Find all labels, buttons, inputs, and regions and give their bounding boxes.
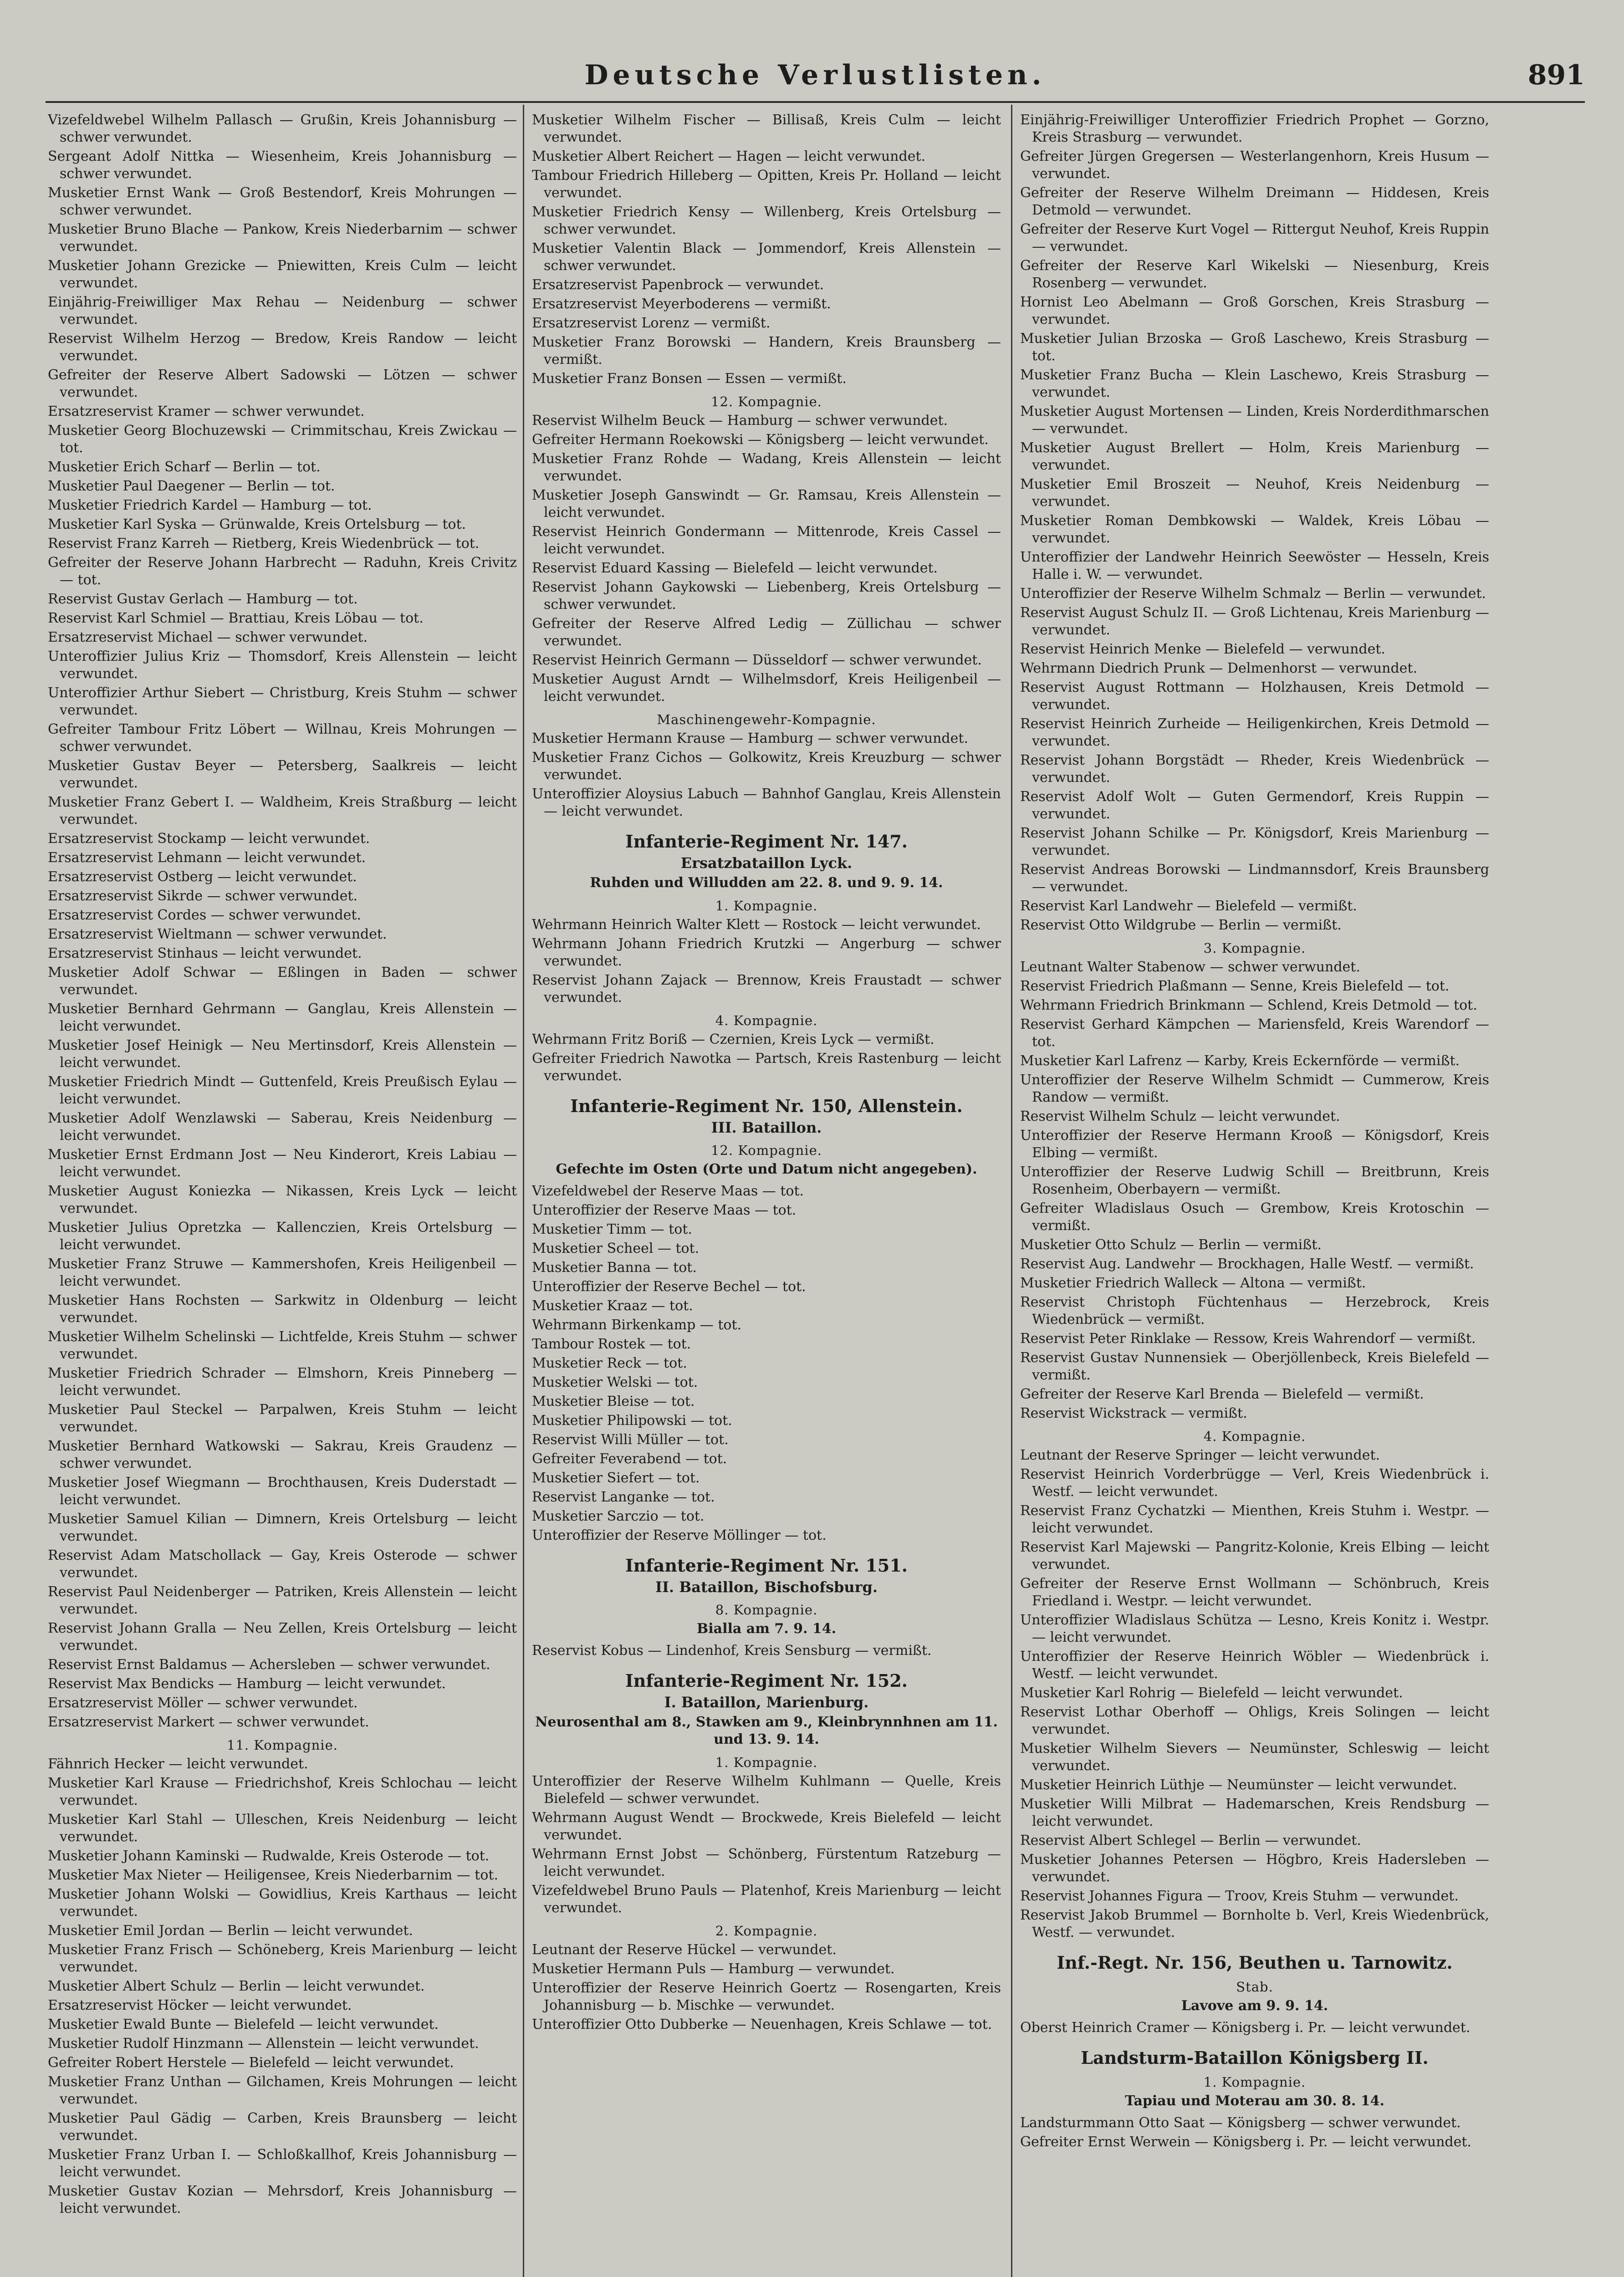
casualty-entry: Musketier Josef Wiegmann — Brochthausen, Kreis Duderstadt — leicht verwundet. xyxy=(48,1475,517,1508)
casualty-entry: Reservist Peter Rinklake — Ressow, Kreis Wahrendorf — vermißt. xyxy=(1020,1331,1476,1347)
casualty-entry: Reservist Willi Müller — tot. xyxy=(532,1432,729,1448)
casualty-entry: Musketier Rudolf Hinzmann — Allenstein — leicht verwundet. xyxy=(48,2036,479,2052)
casualty-entry: Musketier Franz Unthan — Gilchamen, Kreis Mohrungen — leicht verwundet. xyxy=(48,2074,517,2107)
casualty-entry: Unteroffizier der Reserve Wilhelm Kuhlmann — Quelle, Kreis Bielefeld — schwer verwundet. xyxy=(532,1773,1001,1807)
regiment-heading: Infanterie-Regiment Nr. 151. xyxy=(625,1555,908,1576)
casualty-entry: Ersatzreservist Stockamp — leicht verwundet. xyxy=(48,831,370,847)
company-heading: 3. Kompagnie. xyxy=(1203,940,1306,956)
casualty-entry: Musketier Franz Bonsen — Essen — vermißt. xyxy=(532,371,847,387)
casualty-entry: Ersatzreservist Papenbrock — verwundet. xyxy=(532,277,824,293)
casualty-entry: Reservist Heinrich Menke — Bielefeld — verwundet. xyxy=(1020,641,1385,657)
casualty-entry: Reservist Otto Wildgrube — Berlin — vermißt. xyxy=(1020,917,1342,933)
casualty-entry: Musketier Willi Milbrat — Hademarschen, Kreis Rendsburg — leicht verwundet. xyxy=(1020,1796,1489,1829)
casualty-entry: Ersatzreservist Markert — schwer verwundet. xyxy=(48,1714,369,1730)
casualty-entry: Musketier Heinrich Lüthje — Neumünster — leicht verwundet. xyxy=(1020,1777,1457,1793)
casualty-entry: Gefreiter der Reserve Karl Wikelski — Niesenburg, Kreis Rosenberg — verwundet. xyxy=(1020,258,1489,291)
casualty-entry: Musketier Emil Jordan — Berlin — leicht verwundet. xyxy=(48,1923,413,1939)
casualty-entry: Ersatzreservist Wieltmann — schwer verwundet. xyxy=(48,926,387,942)
casualty-entry: Musketier Karl Rohrig — Bielefeld — leicht verwundet. xyxy=(1020,1685,1403,1701)
casualty-entry: Musketier Karl Stahl — Ulleschen, Kreis Neidenburg — leicht verwundet. xyxy=(48,1812,517,1845)
casualty-entry: Musketier Bernhard Watkowski — Sakrau, Kreis Graudenz — schwer verwundet. xyxy=(48,1438,517,1471)
casualty-entry: Musketier Friedrich Kensy — Willenberg, Kreis Ortelsburg — schwer verwundet. xyxy=(532,204,1001,237)
casualty-entry: Musketier Siefert — tot. xyxy=(532,1470,700,1486)
casualty-entry: Musketier Friedrich Kardel — Hamburg — tot. xyxy=(48,497,372,513)
page-title: Deutsche Verlustlisten. xyxy=(584,59,1046,91)
casualty-entry: Musketier August Arndt — Wilhelmsdorf, Kreis Heiligenbeil — leicht verwundet. xyxy=(532,671,1001,705)
casualty-entry: Musketier Bernhard Gehrmann — Ganglau, Kreis Allenstein — leicht verwundet. xyxy=(48,1001,517,1034)
casualty-entry: Wehrmann Ernst Jobst — Schönberg, Fürstentum Ratzeburg — leicht verwundet. xyxy=(532,1846,1001,1879)
casualty-entry: Gefreiter Jürgen Gregersen — Westerlangenhorn, Kreis Husum — verwundet. xyxy=(1020,148,1489,182)
battle-location-date: Tapiau und Moterau am 30. 8. 14. xyxy=(1125,2093,1384,2109)
battle-location-date: Gefechte im Osten (Orte und Datum nicht angegeben). xyxy=(556,1161,977,1177)
regiment-heading: Infanterie-Regiment Nr. 152. xyxy=(625,1670,908,1691)
casualty-entry: Unteroffizier der Reserve Heinrich Goertz — Rosengarten, Kreis Johannisburg — b. Mischke — verwundet. xyxy=(532,1980,1001,2013)
casualty-entry: Fähnrich Hecker — leicht verwundet. xyxy=(48,1756,308,1772)
casualty-entry: Musketier Wilhelm Sievers — Neumünster, Schleswig — leicht verwundet. xyxy=(1020,1741,1489,1774)
casualty-entry: Musketier Kraaz — tot. xyxy=(532,1298,693,1314)
column-left xyxy=(48,112,517,2277)
casualty-entry: Wehrmann August Wendt — Brockwede, Kreis Bielefeld — leicht verwundet. xyxy=(532,1810,1001,1843)
casualty-entry: Reservist August Rottmann — Holzhausen, Kreis Detmold — verwundet. xyxy=(1020,679,1489,713)
casualty-entry: Tambour Friedrich Hilleberg — Opitten, Kreis Pr. Holland — leicht verwundet. xyxy=(532,168,1001,201)
header-rule xyxy=(46,101,1585,103)
casualty-entry: Ersatzreservist Höcker — leicht verwundet. xyxy=(48,1997,352,2013)
battalion-heading: III. Bataillon. xyxy=(711,1119,822,1136)
casualty-entry: Musketier Gustav Beyer — Petersberg, Saalkreis — leicht verwundet. xyxy=(48,758,517,791)
casualty-entry: Musketier Gustav Kozian — Mehrsdorf, Kreis Johannisburg — leicht verwundet. xyxy=(48,2183,517,2216)
casualty-entry: Vizefeldwebel der Reserve Maas — tot. xyxy=(532,1183,804,1199)
casualty-entry: Musketier Franz Bucha — Klein Laschewo, Kreis Strasburg — verwundet. xyxy=(1020,367,1489,400)
casualty-entry: Reservist Kobus — Lindenhof, Kreis Sensburg — vermißt. xyxy=(532,1643,932,1659)
casualty-entry: Gefreiter Ernst Werwein — Königsberg i. Pr. — leicht verwundet. xyxy=(1020,2134,1471,2150)
casualty-entry: Wehrmann Fritz Boriß — Czernien, Kreis Lyck — vermißt. xyxy=(532,1031,935,1047)
casualty-entry: Reservist Heinrich Vorderbrügge — Verl, Kreis Wiedenbrück i. Westf. — leicht verwundet. xyxy=(1020,1466,1489,1500)
casualty-entry: Musketier August Koniezka — Nikassen, Kreis Lyck — leicht verwundet. xyxy=(48,1183,517,1216)
casualty-entry: Musketier Josef Heinigk — Neu Mertinsdorf, Kreis Allenstein — leicht verwundet. xyxy=(48,1037,517,1071)
casualty-entry: Reservist Aug. Landwehr — Brockhagen, Halle Westf. — vermißt. xyxy=(1020,1256,1474,1272)
casualty-entry: Musketier Paul Steckel — Parpalwen, Kreis Stuhm — leicht verwundet. xyxy=(48,1402,517,1435)
casualty-entry: Reservist Wilhelm Beuck — Hamburg — schwer verwundet. xyxy=(532,413,948,429)
casualty-entry: Reservist Johann Gralla — Neu Zellen, Kreis Ortelsburg — leicht verwundet. xyxy=(48,1620,517,1654)
casualty-entry: Einjährig-Freiwilliger Unteroffizier Friedrich Prophet — Gorzno, Kreis Strasburg — verwundet. xyxy=(1020,112,1489,145)
column-divider xyxy=(1011,105,1012,2277)
casualty-entry: Reservist Heinrich Germann — Düsseldorf — schwer verwundet. xyxy=(532,652,982,668)
casualty-entry: Musketier Bleise — tot. xyxy=(532,1394,695,1409)
casualty-entry: Reservist Eduard Kassing — Bielefeld — leicht verwundet. xyxy=(532,560,938,576)
casualty-entry: Wehrmann Johann Friedrich Krutzki — Angerburg — schwer verwundet. xyxy=(532,936,1001,969)
casualty-entry: Musketier Julian Brzoska — Groß Laschewo, Kreis Strasburg — tot. xyxy=(1020,331,1489,364)
casualty-entry: Reservist Karl Majewski — Pangritz-Kolonie, Kreis Elbing — leicht verwundet. xyxy=(1020,1539,1489,1572)
casualty-entry: Musketier Paul Gädig — Carben, Kreis Braunsberg — leicht verwundet. xyxy=(48,2110,517,2144)
casualty-entry: Unteroffizier Aloysius Labuch — Bahnhof Ganglau, Kreis Allenstein — leicht verwundet. xyxy=(532,786,1001,819)
casualty-entry: Musketier Scheel — tot. xyxy=(532,1241,700,1256)
casualty-entry: Musketier Ernst Erdmann Jost — Neu Kinderort, Kreis Labiau — leicht verwundet. xyxy=(48,1147,517,1180)
casualty-entry: Ersatzreservist Lehmann — leicht verwundet. xyxy=(48,850,366,866)
casualty-entry: Musketier Wilhelm Schelinski — Lichtfelde, Kreis Stuhm — schwer verwundet. xyxy=(48,1329,517,1362)
casualty-entry: Einjährig-Freiwilliger Max Rehau — Neidenburg — schwer verwundet. xyxy=(48,294,517,327)
casualty-entry: Unteroffizier der Reserve Bechel — tot. xyxy=(532,1279,806,1295)
battalion-heading: I. Bataillon, Marienburg. xyxy=(664,1694,869,1711)
casualty-entry: Reservist Wickstrack — vermißt. xyxy=(1020,1405,1247,1421)
casualty-entry: Gefreiter Tambour Fritz Löbert — Willnau, Kreis Mohrungen — schwer verwundet. xyxy=(48,721,517,755)
casualty-entry: Musketier Johann Wolski — Gowidlius, Kreis Karthaus — leicht verwundet. xyxy=(48,1886,517,1920)
casualty-entry: Oberst Heinrich Cramer — Königsberg i. Pr. — leicht verwundet. xyxy=(1020,2020,1471,2036)
casualty-entry: Musketier Emil Broszeit — Neuhof, Kreis Neidenburg — verwundet. xyxy=(1020,476,1489,510)
casualty-entry: Reservist Adolf Wolt — Guten Germendorf, Kreis Ruppin — verwundet. xyxy=(1020,789,1489,822)
casualty-entry: Reservist Albert Schlegel — Berlin — verwundet. xyxy=(1020,1833,1361,1848)
casualty-entry: Reservist Johann Zajack — Brennow, Kreis Fraustadt — schwer verwundet. xyxy=(532,972,1001,1006)
casualty-entry: Gefreiter der Reserve Kurt Vogel — Rittergut Neuhof, Kreis Ruppin — verwundet. xyxy=(1020,221,1489,255)
battle-location-date: Neurosenthal am 8., Stawken am 9., Kleinbrynnhnen am 11. und 13. 9. 14. xyxy=(535,1714,998,1747)
company-heading: 8. Kompagnie. xyxy=(715,1602,818,1618)
casualty-entry: Landsturmmann Otto Saat — Königsberg — schwer verwundet. xyxy=(1020,2115,1461,2131)
casualty-entry: Musketier Sarczio — tot. xyxy=(532,1508,705,1524)
casualty-entry: Reservist Franz Karreh — Rietberg, Kreis Wiedenbrück — tot. xyxy=(48,536,480,551)
casualty-entry: Musketier Georg Blochuzewski — Crimmitschau, Kreis Zwickau — tot. xyxy=(48,423,517,456)
casualty-entry: Reservist Heinrich Gondermann — Mittenrode, Kreis Cassel — leicht verwundet. xyxy=(532,524,1001,557)
casualty-entry: Sergeant Adolf Nittka — Wiesenheim, Kreis Johannisburg — schwer verwundet. xyxy=(48,148,517,182)
casualty-entry: Musketier Reck — tot. xyxy=(532,1355,687,1371)
casualty-entry: Reservist Gustav Nunnensiek — Oberjöllenbeck, Kreis Bielefeld — vermißt. xyxy=(1020,1350,1489,1383)
company-heading: 1. Kompagnie. xyxy=(1203,2074,1306,2090)
casualty-entry: Unteroffizier der Reserve Heinrich Wöbler — Wiedenbrück i. Westf. — leicht verwundet. xyxy=(1020,1649,1489,1682)
casualty-entry: Reservist Andreas Borowski — Lindmannsdorf, Kreis Braunsberg — verwundet. xyxy=(1020,862,1489,895)
casualty-entry: Reservist Franz Cychatzki — Mienthen, Kreis Stuhm i. Westpr. — leicht verwundet. xyxy=(1020,1503,1489,1536)
casualty-entry: Reservist Max Bendicks — Hamburg — leicht verwundet. xyxy=(48,1676,446,1692)
company-heading: 11. Kompagnie. xyxy=(227,1737,338,1753)
casualty-entry: Musketier Albert Schulz — Berlin — leicht verwundet. xyxy=(48,1978,425,1994)
casualty-entry: Musketier August Mortensen — Linden, Kreis Norderdithmarschen — verwundet. xyxy=(1020,403,1489,437)
casualty-entry: Musketier Joseph Ganswindt — Gr. Ramsau, Kreis Allenstein — leicht verwundet. xyxy=(532,487,1001,521)
casualty-entry: Musketier Julius Opretzka — Kallenczien, Kreis Ortelsburg — leicht verwundet. xyxy=(48,1220,517,1253)
casualty-entry: Musketier Erich Scharf — Berlin — tot. xyxy=(48,459,321,475)
casualty-entry: Unteroffizier der Reserve Maas — tot. xyxy=(532,1202,797,1218)
casualty-entry: Tambour Rostek — tot. xyxy=(532,1336,691,1352)
page-header xyxy=(46,59,1585,96)
company-heading: 4. Kompagnie. xyxy=(715,1013,818,1028)
casualty-entry: Musketier Karl Lafrenz — Karby, Kreis Eckernförde — vermißt. xyxy=(1020,1053,1460,1069)
casualty-entry: Leutnant der Reserve Springer — leicht verwundet. xyxy=(1020,1447,1380,1463)
column-right xyxy=(1020,112,1489,2277)
casualty-entry: Gefreiter der Reserve Ernst Wollmann — Schönbruch, Kreis Friedland i. Westpr. — leicht verwundet. xyxy=(1020,1576,1489,1609)
casualty-entry: Musketier Roman Dembkowski — Waldek, Kreis Löbau — verwundet. xyxy=(1020,513,1489,546)
casualty-entry: Musketier Valentin Black — Jommendorf, Kreis Allenstein — schwer verwundet. xyxy=(532,240,1001,274)
casualty-entry: Reservist Johann Schilke — Pr. Königsdorf, Kreis Marienburg — verwundet. xyxy=(1020,825,1489,858)
company-heading: Maschinengewehr-Kompagnie. xyxy=(657,712,876,727)
casualty-entry: Musketier Timm — tot. xyxy=(532,1221,692,1237)
casualty-entry: Musketier Franz Rohde — Wadang, Kreis Allenstein — leicht verwundet. xyxy=(532,451,1001,484)
casualty-entry: Ersatzreservist Michael — schwer verwundet. xyxy=(48,629,368,645)
casualty-entry: Reservist Jakob Brummel — Bornholte b. Verl, Kreis Wiedenbrück, Westf. — verwundet. xyxy=(1020,1907,1489,1940)
battle-location-date: Ruhden und Willudden am 22. 8. und 9. 9. 14. xyxy=(590,875,943,891)
casualty-entry: Reservist Karl Schmiel — Brattiau, Kreis Löbau — tot. xyxy=(48,610,424,626)
casualty-entry: Musketier Paul Daegener — Berlin — tot. xyxy=(48,478,335,494)
casualty-entry: Reservist August Schulz II. — Groß Lichtenau, Kreis Marienburg — verwundet. xyxy=(1020,605,1489,638)
casualty-entry: Vizefeldwebel Wilhelm Pallasch — Grußin, Kreis Johannisburg — schwer verwundet. xyxy=(48,112,517,145)
casualty-entry: Reservist Paul Neidenberger — Patriken, Kreis Allenstein — leicht verwundet. xyxy=(48,1584,517,1617)
casualty-entry: Ersatzreservist Kramer — schwer verwundet. xyxy=(48,403,365,419)
company-heading: 12. Kompagnie. xyxy=(711,1143,822,1158)
casualty-entry: Gefreiter der Reserve Alfred Ledig — Züllichau — schwer verwundet. xyxy=(532,616,1001,649)
casualty-entry: Gefreiter Feverabend — tot. xyxy=(532,1451,727,1467)
regiment-heading: Infanterie-Regiment Nr. 150, Allenstein. xyxy=(570,1096,963,1116)
casualty-entry: Leutnant Walter Stabenow — schwer verwundet. xyxy=(1020,959,1360,975)
casualty-entry: Musketier Johann Kaminski — Rudwalde, Kreis Osterode — tot. xyxy=(48,1848,490,1864)
casualty-entry: Musketier Adolf Schwar — Eßlingen in Baden — schwer verwundet. xyxy=(48,965,517,998)
casualty-entry: Gefreiter der Reserve Wilhelm Dreimann — Hiddesen, Kreis Detmold — verwundet. xyxy=(1020,185,1489,218)
casualty-entry: Musketier Otto Schulz — Berlin — vermißt. xyxy=(1020,1237,1322,1253)
casualty-entry: Gefreiter Hermann Roekowski — Königsberg — leicht verwundet. xyxy=(532,432,989,448)
casualty-entry: Reservist Johann Borgstädt — Rheder, Kreis Wiedenbrück — verwundet. xyxy=(1020,752,1489,786)
casualty-entry: Reservist Adam Matschollack — Gay, Kreis Osterode — schwer verwundet. xyxy=(48,1547,517,1581)
casualty-entry: Musketier Philipowski — tot. xyxy=(532,1413,732,1429)
casualty-entry: Musketier Franz Gebert I. — Waldheim, Kreis Straßburg — leicht verwundet. xyxy=(48,794,517,827)
regiment-heading: Inf.-Regt. Nr. 156, Beuthen u. Tarnowitz. xyxy=(1057,1952,1453,1973)
casualty-entry: Musketier Max Nieter — Heiligensee, Kreis Niederbarnim — tot. xyxy=(48,1867,498,1883)
casualty-entry: Musketier Hermann Krause — Hamburg — schwer verwundet. xyxy=(532,730,968,746)
casualty-entry: Gefreiter Wladislaus Osuch — Grembow, Kreis Krotoschin — vermißt. xyxy=(1020,1200,1489,1234)
battalion-heading: Ersatzbataillon Lyck. xyxy=(680,854,853,872)
column-middle xyxy=(532,112,1001,2277)
company-heading: 1. Kompagnie. xyxy=(715,1755,818,1770)
casualty-entry: Unteroffizier der Reserve Wilhelm Schmidt — Cummerow, Kreis Randow — vermißt. xyxy=(1020,1072,1489,1105)
casualty-entry: Unteroffizier der Landwehr Heinrich Seewöster — Hesseln, Kreis Halle i. W. — verwundet. xyxy=(1020,549,1489,582)
casualty-entry: Reservist Wilhelm Schulz — leicht verwundet. xyxy=(1020,1108,1340,1124)
casualty-entry: Musketier Friedrich Mindt — Guttenfeld, Kreis Preußisch Eylau — leicht verwundet. xyxy=(48,1074,517,1107)
casualty-entry: Musketier Ewald Bunte — Bielefeld — leicht verwundet. xyxy=(48,2017,439,2032)
casualty-entry: Ersatzreservist Cordes — schwer verwundet. xyxy=(48,907,362,923)
casualty-entry: Unteroffizier Otto Dubberke — Neuenhagen, Kreis Schlawe — tot. xyxy=(532,2017,992,2032)
casualty-entry: Vizefeldwebel Bruno Pauls — Platenhof, Kreis Marienburg — leicht verwundet. xyxy=(532,1883,1001,1916)
casualty-entry: Musketier Franz Frisch — Schöneberg, Kreis Marienburg — leicht verwundet. xyxy=(48,1942,517,1975)
casualty-entry: Reservist Wilhelm Herzog — Bredow, Kreis Randow — leicht verwundet. xyxy=(48,331,517,364)
battalion-heading: II. Bataillon, Bischofsburg. xyxy=(655,1578,878,1596)
casualty-entry: Wehrmann Heinrich Walter Klett — Rostock — leicht verwundet. xyxy=(532,917,981,933)
company-heading: Stab. xyxy=(1236,1979,1273,1995)
casualty-entry: Reservist Johann Gaykowski — Liebenberg, Kreis Ortelsburg — schwer verwundet. xyxy=(532,579,1001,613)
casualty-entry: Musketier Wilhelm Fischer — Billisaß, Kreis Culm — leicht verwundet. xyxy=(532,112,1001,145)
casualty-entry: Ersatzreservist Ostberg — leicht verwundet. xyxy=(48,869,357,885)
company-heading: 12. Kompagnie. xyxy=(711,394,822,409)
casualty-entry: Reservist Christoph Füchtenhaus — Herzebrock, Kreis Wiedenbrück — vermißt. xyxy=(1020,1294,1489,1327)
casualty-entry: Hornist Leo Abelmann — Groß Gorschen, Kreis Strasburg — verwundet. xyxy=(1020,294,1489,327)
casualty-entry: Musketier Albert Reichert — Hagen — leicht verwundet. xyxy=(532,148,926,164)
column-divider xyxy=(523,105,524,2277)
battle-location-date: Lavove am 9. 9. 14. xyxy=(1181,1998,1328,2014)
casualty-entry: Ersatzreservist Meyerboderens — vermißt. xyxy=(532,296,831,312)
casualty-entry: Musketier Hans Rochsten — Sarkwitz in Oldenburg — leicht verwundet. xyxy=(48,1292,517,1326)
casualty-entry: Reservist Johannes Figura — Troov, Kreis Stuhm — verwundet. xyxy=(1020,1888,1459,1904)
casualty-entry: Reservist Heinrich Zurheide — Heiligenkirchen, Kreis Detmold — verwundet. xyxy=(1020,716,1489,749)
casualty-entry: Musketier Friedrich Walleck — Altona — vermißt. xyxy=(1020,1275,1366,1291)
casualty-entry: Musketier Johann Grezicke — Pniewitten, Kreis Culm — leicht verwundet. xyxy=(48,258,517,291)
casualty-entry: Ersatzreservist Möller — schwer verwundet. xyxy=(48,1695,358,1711)
casualty-entry: Unteroffizier der Reserve Wilhelm Schmalz — Berlin — verwundet. xyxy=(1020,586,1486,602)
company-heading: 4. Kompagnie. xyxy=(1203,1429,1306,1444)
casualty-entry: Wehrmann Birkenkamp — tot. xyxy=(532,1317,742,1333)
casualty-entry: Musketier Franz Borowski — Handern, Kreis Braunsberg — vermißt. xyxy=(532,334,1001,368)
casualty-entry: Musketier Franz Struwe — Kammershofen, Kreis Heiligenbeil — leicht verwundet. xyxy=(48,1256,517,1289)
casualty-entry: Musketier Karl Krause — Friedrichshof, Kreis Schlochau — leicht verwundet. xyxy=(48,1775,517,1808)
casualty-entry: Wehrmann Friedrich Brinkmann — Schlend, Kreis Detmold — tot. xyxy=(1020,997,1477,1013)
casualty-entry: Reservist Karl Landwehr — Bielefeld — vermißt. xyxy=(1020,898,1357,914)
casualty-entry: Gefreiter der Reserve Albert Sadowski — Lötzen — schwer verwundet. xyxy=(48,367,517,400)
company-heading: 1. Kompagnie. xyxy=(715,898,818,914)
casualty-entry: Unteroffizier der Reserve Hermann Krooß — Königsdorf, Kreis Elbing — vermißt. xyxy=(1020,1128,1489,1161)
regiment-heading: Landsturm-Bataillon Königsberg II. xyxy=(1081,2047,1429,2068)
casualty-entry: Unteroffizier Wladislaus Schütza — Lesno, Kreis Konitz i. Westpr. — leicht verwundet. xyxy=(1020,1612,1489,1645)
casualty-entry: Reservist Lothar Oberhoff — Ohligs, Kreis Solingen — leicht verwundet. xyxy=(1020,1704,1489,1737)
casualty-entry: Reservist Gerhard Kämpchen — Mariensfeld, Kreis Warendorf — tot. xyxy=(1020,1016,1489,1050)
casualty-entry: Reservist Ernst Baldamus — Achersleben — schwer verwundet. xyxy=(48,1657,490,1673)
casualty-entry: Musketier Samuel Kilian — Dimnern, Kreis Ortelsburg — leicht verwundet. xyxy=(48,1511,517,1544)
casualty-entry: Unteroffizier der Reserve Möllinger — tot. xyxy=(532,1527,827,1543)
casualty-entry: Unteroffizier Julius Kriz — Thomsdorf, Kreis Allenstein — leicht verwundet. xyxy=(48,648,517,682)
casualty-entry: Reservist Gustav Gerlach — Hamburg — tot. xyxy=(48,591,358,607)
casualty-entry: Gefreiter Friedrich Nawotka — Partsch, Kreis Rastenburg — leicht verwundet. xyxy=(532,1051,1001,1084)
casualty-entry: Musketier Hermann Puls — Hamburg — verwundet. xyxy=(532,1961,895,1977)
casualty-entry: Musketier Franz Cichos — Golkowitz, Kreis Kreuzburg — schwer verwundet. xyxy=(532,750,1001,783)
casualty-entry: Musketier Johannes Petersen — Högbro, Kreis Hadersleben — verwundet. xyxy=(1020,1852,1489,1885)
casualty-entry: Musketier Ernst Wank — Groß Bestendorf, Kreis Mohrungen — schwer verwundet. xyxy=(48,185,517,218)
casualty-entry: Musketier Bruno Blache — Pankow, Kreis Niederbarnim — schwer verwundet. xyxy=(48,221,517,255)
casualty-entry: Leutnant der Reserve Hückel — verwundet. xyxy=(532,1942,837,1958)
casualty-entry: Musketier Banna — tot. xyxy=(532,1260,697,1276)
casualty-entry: Unteroffizier Arthur Siebert — Christburg, Kreis Stuhm — schwer verwundet. xyxy=(48,685,517,718)
casualty-entry: Reservist Friedrich Plaßmann — Senne, Kreis Bielefeld — tot. xyxy=(1020,978,1450,994)
casualty-entry: Gefreiter Robert Herstele — Bielefeld — leicht verwundet. xyxy=(48,2055,454,2071)
casualty-entry: Ersatzreservist Lorenz — vermißt. xyxy=(532,315,771,331)
casualty-entry: Musketier Karl Syska — Grünwalde, Kreis Ortelsburg — tot. xyxy=(48,516,466,532)
casualty-entry: Musketier Franz Urban I. — Schloßkallhof, Kreis Johannisburg — leicht verwundet. xyxy=(48,2147,517,2180)
company-heading: 2. Kompagnie. xyxy=(715,1923,818,1939)
regiment-heading: Infanterie-Regiment Nr. 147. xyxy=(625,831,908,852)
casualty-entry: Gefreiter der Reserve Karl Brenda — Bielefeld — vermißt. xyxy=(1020,1386,1424,1402)
battle-location-date: Bialla am 7. 9. 14. xyxy=(696,1621,837,1637)
casualty-entry: Musketier Adolf Wenzlawski — Saberau, Kreis Neidenburg — leicht verwundet. xyxy=(48,1110,517,1144)
casualty-entry: Ersatzreservist Sikrde — schwer verwundet. xyxy=(48,888,357,904)
casualty-entry: Wehrmann Diedrich Prunk — Delmenhorst — verwundet. xyxy=(1020,660,1418,676)
casualty-entry: Unteroffizier der Reserve Ludwig Schill — Breitbrunn, Kreis Rosenheim, Oberbayern — vermißt. xyxy=(1020,1164,1489,1197)
page-number: 891 xyxy=(1527,59,1585,91)
casualty-entry: Reservist Langanke — tot. xyxy=(532,1489,715,1505)
casualty-entry: Ersatzreservist Stinhaus — leicht verwundet. xyxy=(48,945,362,961)
casualty-entry: Musketier August Brellert — Holm, Kreis Marienburg — verwundet. xyxy=(1020,440,1489,473)
casualty-entry: Musketier Welski — tot. xyxy=(532,1374,698,1390)
casualty-entry: Gefreiter der Reserve Johann Harbrecht — Raduhn, Kreis Crivitz — tot. xyxy=(48,555,517,588)
casualty-entry: Musketier Friedrich Schrader — Elmshorn, Kreis Pinneberg — leicht verwundet. xyxy=(48,1365,517,1399)
